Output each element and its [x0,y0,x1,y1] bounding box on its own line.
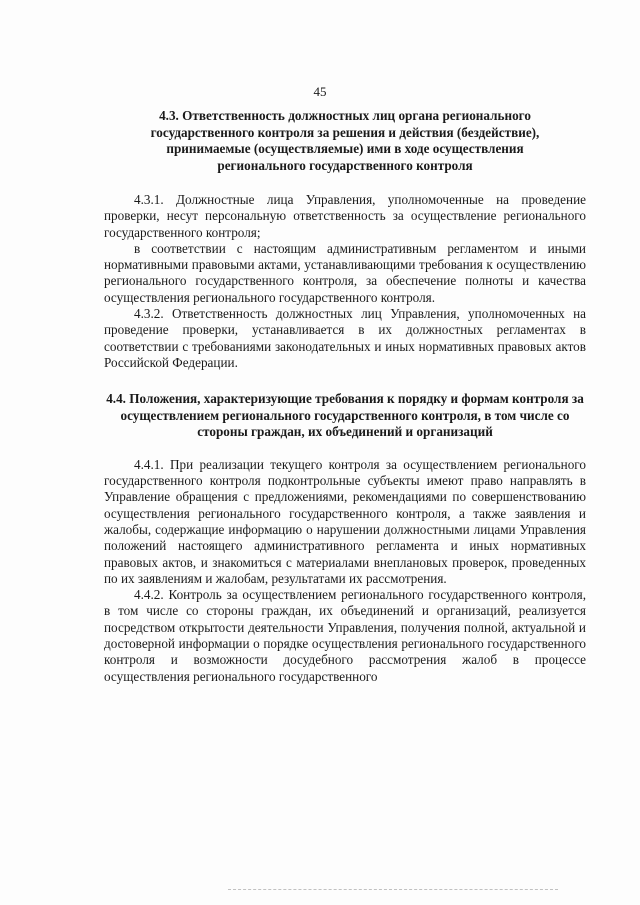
paragraph-4-4-2: 4.4.2. Контроль за осуществлением регионального государственного контроля, в том числе со стороны граждан, их объединений и организаций, реализуется посредством открытости деятельности Управления, получения полной, актуальной и достоверной информации о порядке осуществления регионального государственного контроля и возможности досудебного рассмотрения жалоб в процессе осуществления регионального государственного [104,587,586,684]
paragraph-4-3-1: 4.3.1. Должностные лица Управления, уполномоченные на проведение проверки, несут персональную ответственность за осуществление регионального государственного контроля; [104,192,586,240]
scan-footer-line [228,889,558,890]
section-heading-4-3: 4.3. Ответственность должностных лиц органа регионального государственного контроля за решения и действия (бездействие), принимаемые (осуществляемые) ими в ходе осуществления регионального государственного контроля [150,108,540,173]
paragraph-4-4-1: 4.4.1. При реализации текущего контроля за осуществлением регионального государственного контроля подконтрольные субъекты имеют право направлять в Управление обращения с предложениями, рекомендациями по совершенствованию осуществления регионального государственного контроля, а также заявления и жалобы, содержащие информацию о нарушении должностными лицами Управления положений настоящего административного регламента и иных нормативных правовых актов, и знакомиться с материалами внеплановых проверок, проведенных по их заявлениям и жалобам, результатами их рассмотрения. [104,456,586,586]
paragraph-4-3-1-continued: в соответствии с настоящим административным регламентом и иными нормативными правовыми актами, устанавливающими требования к осуществлению регионального государственного контроля, за обеспечение полноты и качества осуществления регионального государственного контроля. [104,240,586,305]
section-heading-4-4: 4.4. Положения, характеризующие требования к порядку и формам контроля за осуществлением регионального государственного контроля, в том числе со стороны граждан, их объединений и организаций [106,391,584,440]
paragraph-4-3-2: 4.3.2. Ответственность должностных лиц Управления, уполномоченных на проведение проверки, устанавливается в их должностных регламентах в соответствии с требованиями законодательных и иных нормативных правовых актов Российской Федерации. [104,306,586,370]
page-number: 45 [313,84,327,99]
document-body [104,108,586,685]
